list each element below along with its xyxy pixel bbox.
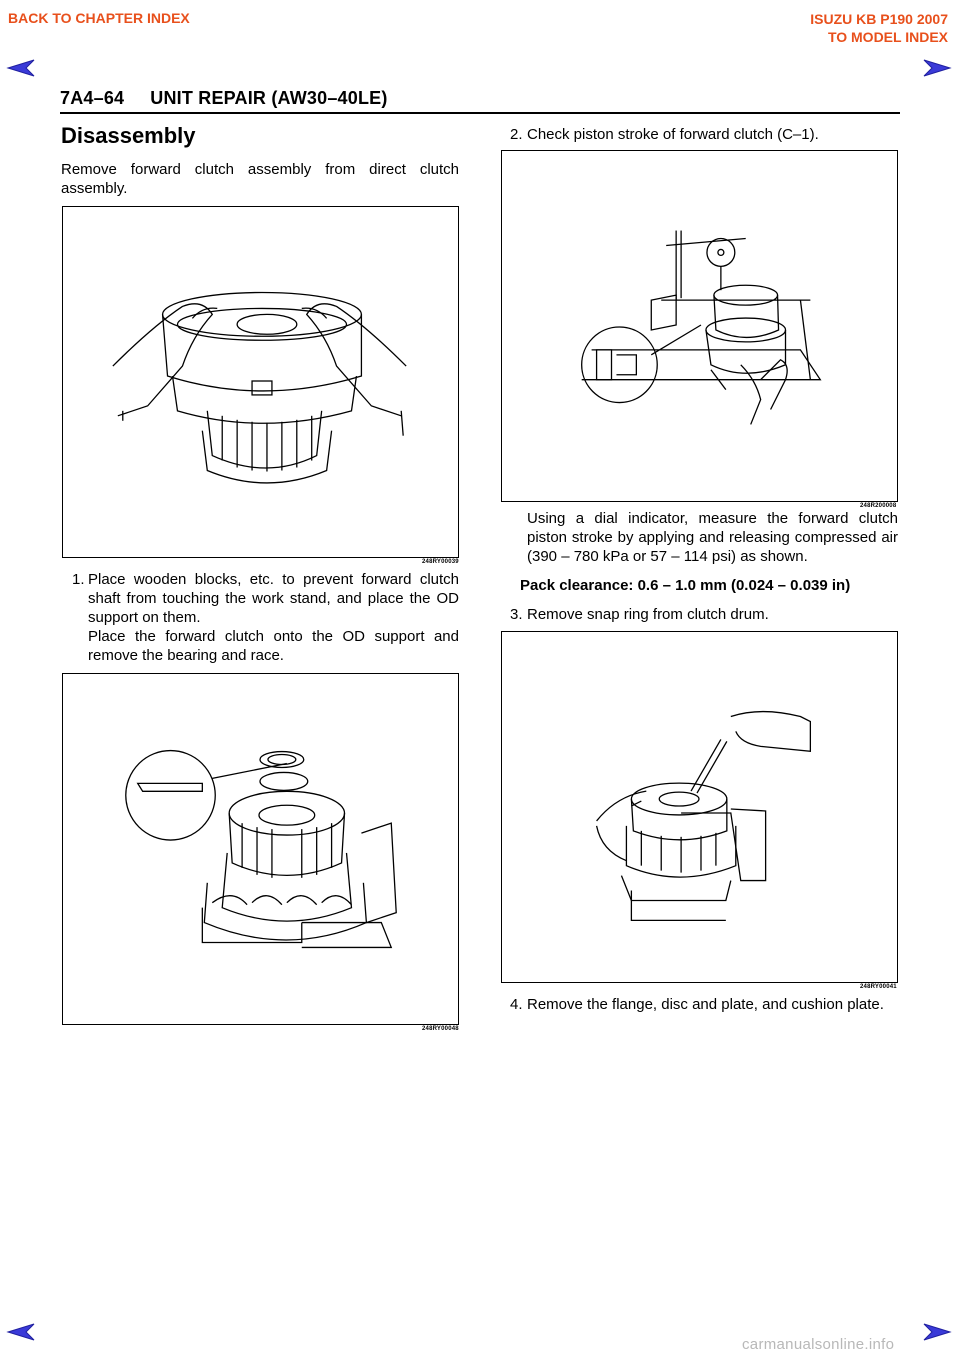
- figure-snap-ring: [501, 631, 898, 983]
- watermark: carmanualsonline.info: [742, 1336, 895, 1353]
- step-3-text: Remove snap ring from clutch drum.: [527, 606, 769, 623]
- to-model-index-link[interactable]: TO MODEL INDEX: [827, 29, 948, 45]
- figure-code-1: 248RY00039: [422, 559, 459, 565]
- next-page-bottom-arrow-icon[interactable]: [922, 1322, 952, 1342]
- next-page-arrow-icon[interactable]: [922, 58, 952, 78]
- page-header: 7A4–64 UNIT REPAIR (AW30–40LE): [60, 88, 388, 108]
- step-2-text: Check piston stroke of forward clutch (C–1).: [527, 126, 819, 143]
- figure-code-2: 248RY00048: [422, 1026, 459, 1032]
- od-support-bearing-illustration: [63, 674, 458, 1024]
- dial-indicator-piston-stroke-illustration: [502, 151, 897, 501]
- step-1-extra: Place the forward clutch onto the OD support and remove the bearing and race.: [88, 628, 459, 664]
- model-title[interactable]: ISUZU KB P190 2007: [810, 11, 948, 27]
- step-2-number: 2.: [510, 126, 523, 143]
- forward-clutch-hands-illustration: [63, 207, 458, 557]
- step-2-detail: Using a dial indicator, measure the forward clutch piston stroke by applying and releasing compressed air (390 – 780 kPa or 57 – 114 psi) as shown.: [527, 510, 898, 565]
- figure-od-support: [62, 673, 459, 1025]
- snap-ring-removal-illustration: [502, 632, 897, 982]
- previous-page-bottom-arrow-icon[interactable]: [6, 1322, 36, 1342]
- figure-dial-indicator: [501, 150, 898, 502]
- pack-clearance-spec: Pack clearance: 0.6 – 1.0 mm (0.024 – 0.039 in): [520, 577, 851, 594]
- intro-paragraph: Remove forward clutch assembly from direct clutch assembly.: [61, 161, 459, 197]
- model-index-block[interactable]: [810, 10, 948, 46]
- step-4-number: 4.: [510, 996, 523, 1013]
- figure-remove-forward-clutch: [62, 206, 459, 558]
- step-1-text: Place wooden blocks, etc. to prevent forward clutch shaft from touching the work stand, and place the OD support on them.: [88, 571, 459, 626]
- step-3-number: 3.: [510, 606, 523, 623]
- section-title: Disassembly: [61, 123, 196, 148]
- figure-code-3: 248R200008: [860, 503, 897, 509]
- back-to-chapter-index-link[interactable]: BACK TO CHAPTER INDEX: [8, 10, 190, 26]
- figure-code-4: 248RY00041: [860, 984, 897, 990]
- step-4-text: Remove the flange, disc and plate, and cushion plate.: [527, 996, 884, 1013]
- step-1-number: 1.: [72, 571, 85, 588]
- header-rule: [60, 112, 900, 114]
- previous-page-arrow-icon[interactable]: [6, 58, 36, 78]
